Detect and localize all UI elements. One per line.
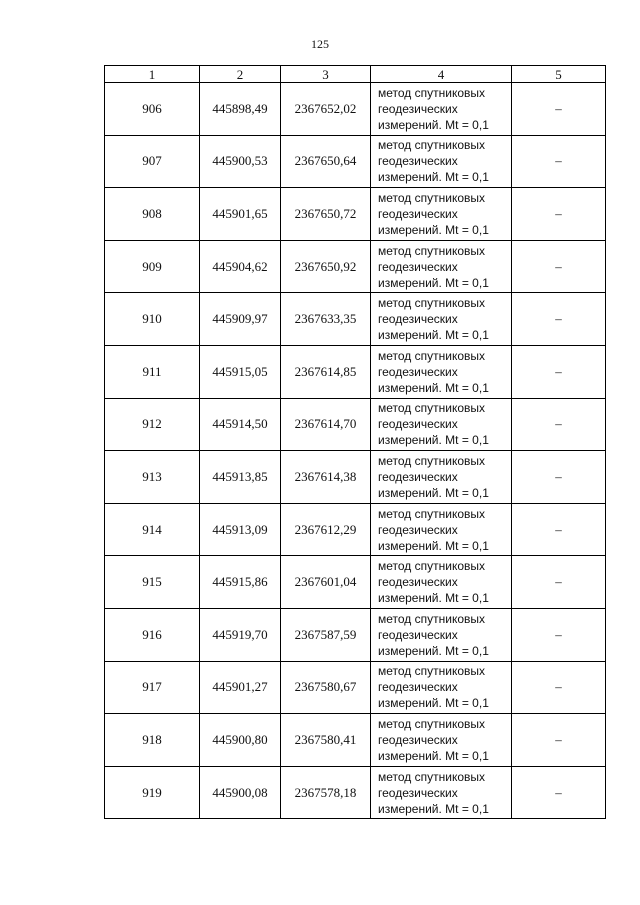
note-cell: – (512, 503, 606, 556)
method-line: измерений. Mt = 0,1 (378, 643, 489, 658)
note-cell: – (512, 451, 606, 504)
note-cell: – (512, 345, 606, 398)
note-cell: – (512, 556, 606, 609)
method-cell (371, 135, 512, 188)
method-line: измерений. Mt = 0,1 (378, 170, 489, 185)
method-cell (371, 503, 512, 556)
x-coordinate-cell: 445915,05 (200, 345, 281, 398)
table-body (105, 83, 606, 819)
method-cell (371, 661, 512, 714)
table-row (105, 345, 606, 398)
x-coordinate-cell: 445901,27 (200, 661, 281, 714)
table-row (105, 766, 606, 819)
y-coordinate-cell: 2367587,59 (281, 608, 371, 661)
x-coordinate-cell: 445898,49 (200, 83, 281, 136)
table-row (105, 503, 606, 556)
method-line: геодезических (378, 575, 458, 590)
column-header-5: 5 (512, 66, 606, 83)
note-cell: – (512, 714, 606, 767)
point-number-cell: 907 (105, 135, 200, 188)
y-coordinate-cell: 2367652,02 (281, 83, 371, 136)
method-line: метод спутниковых (378, 401, 486, 416)
y-coordinate-cell: 2367580,41 (281, 714, 371, 767)
y-coordinate-cell: 2367612,29 (281, 503, 371, 556)
point-number-cell: 918 (105, 714, 200, 767)
table-row (105, 451, 606, 504)
method-line: измерений. Mt = 0,1 (378, 485, 489, 500)
method-line: геодезических (378, 469, 458, 484)
method-line: измерений. Mt = 0,1 (378, 275, 489, 290)
method-line: геодезических (378, 417, 458, 432)
method-line: метод спутниковых (378, 348, 486, 363)
method-cell (371, 345, 512, 398)
method-line: геодезических (378, 259, 458, 274)
method-line: метод спутниковых (378, 559, 486, 574)
method-cell (371, 766, 512, 819)
method-line: метод спутниковых (378, 506, 486, 521)
x-coordinate-cell: 445909,97 (200, 293, 281, 346)
point-number-cell: 910 (105, 293, 200, 346)
y-coordinate-cell: 2367580,67 (281, 661, 371, 714)
y-coordinate-cell: 2367578,18 (281, 766, 371, 819)
method-line: измерений. Mt = 0,1 (378, 591, 489, 606)
column-header-1: 1 (105, 66, 200, 83)
header-row (105, 66, 606, 83)
method-line: метод спутниковых (378, 296, 486, 311)
point-number-cell: 909 (105, 240, 200, 293)
x-coordinate-cell: 445900,08 (200, 766, 281, 819)
y-coordinate-cell: 2367650,92 (281, 240, 371, 293)
x-coordinate-cell: 445914,50 (200, 398, 281, 451)
y-coordinate-cell: 2367614,85 (281, 345, 371, 398)
note-cell: – (512, 608, 606, 661)
note-cell: – (512, 398, 606, 451)
note-cell: – (512, 766, 606, 819)
note-cell: – (512, 83, 606, 136)
column-header-3: 3 (281, 66, 371, 83)
method-cell (371, 293, 512, 346)
point-number-cell: 914 (105, 503, 200, 556)
method-line: геодезических (378, 785, 458, 800)
method-line: измерений. Mt = 0,1 (378, 801, 489, 816)
column-header-4: 4 (371, 66, 512, 83)
method-line: метод спутниковых (378, 190, 486, 205)
table-row (105, 661, 606, 714)
table-header (105, 66, 606, 83)
point-number-cell: 913 (105, 451, 200, 504)
method-line: метод спутниковых (378, 611, 486, 626)
x-coordinate-cell: 445913,85 (200, 451, 281, 504)
method-line: геодезических (378, 154, 458, 169)
point-number-cell: 919 (105, 766, 200, 819)
y-coordinate-cell: 2367601,04 (281, 556, 371, 609)
method-line: измерений. Mt = 0,1 (378, 538, 489, 553)
y-coordinate-cell: 2367650,72 (281, 188, 371, 241)
method-line: геодезических (378, 732, 458, 747)
method-cell (371, 240, 512, 293)
note-cell: – (512, 240, 606, 293)
point-number-cell: 911 (105, 345, 200, 398)
method-cell (371, 398, 512, 451)
page-number: 125 (311, 37, 329, 51)
method-line: измерений. Mt = 0,1 (378, 222, 489, 237)
note-cell: – (512, 135, 606, 188)
point-number-cell: 917 (105, 661, 200, 714)
table-row (105, 83, 606, 136)
y-coordinate-cell: 2367650,64 (281, 135, 371, 188)
method-line: измерений. Mt = 0,1 (378, 380, 489, 395)
method-line: метод спутниковых (378, 769, 486, 784)
point-number-cell: 915 (105, 556, 200, 609)
method-line: геодезических (378, 522, 458, 537)
table-row (105, 293, 606, 346)
method-cell (371, 83, 512, 136)
method-line: метод спутниковых (378, 716, 486, 731)
method-line: измерений. Mt = 0,1 (378, 696, 489, 711)
x-coordinate-cell: 445919,70 (200, 608, 281, 661)
coordinates-table (104, 65, 606, 819)
method-line: измерений. Mt = 0,1 (378, 748, 489, 763)
method-line: метод спутниковых (378, 453, 486, 468)
method-line: метод спутниковых (378, 85, 486, 100)
point-number-cell: 906 (105, 83, 200, 136)
table-row (105, 608, 606, 661)
method-line: геодезических (378, 206, 458, 221)
table-row (105, 714, 606, 767)
y-coordinate-cell: 2367614,70 (281, 398, 371, 451)
method-cell (371, 556, 512, 609)
x-coordinate-cell: 445904,62 (200, 240, 281, 293)
y-coordinate-cell: 2367614,38 (281, 451, 371, 504)
y-coordinate-cell: 2367633,35 (281, 293, 371, 346)
table-row (105, 556, 606, 609)
column-header-2: 2 (200, 66, 281, 83)
method-cell (371, 188, 512, 241)
table-row (105, 398, 606, 451)
x-coordinate-cell: 445900,53 (200, 135, 281, 188)
table-row (105, 135, 606, 188)
method-line: метод спутниковых (378, 243, 486, 258)
note-cell: – (512, 293, 606, 346)
method-line: метод спутниковых (378, 664, 486, 679)
method-line: геодезических (378, 680, 458, 695)
method-cell (371, 714, 512, 767)
method-line: метод спутниковых (378, 138, 486, 153)
point-number-cell: 908 (105, 188, 200, 241)
x-coordinate-cell: 445900,80 (200, 714, 281, 767)
method-line: измерений. Mt = 0,1 (378, 328, 489, 343)
method-line: геодезических (378, 101, 458, 116)
method-line: геодезических (378, 364, 458, 379)
method-line: измерений. Mt = 0,1 (378, 117, 489, 132)
note-cell: – (512, 188, 606, 241)
table-row (105, 240, 606, 293)
note-cell: – (512, 661, 606, 714)
method-line: измерений. Mt = 0,1 (378, 433, 489, 448)
point-number-cell: 916 (105, 608, 200, 661)
x-coordinate-cell: 445915,86 (200, 556, 281, 609)
method-line: геодезических (378, 312, 458, 327)
point-number-cell: 912 (105, 398, 200, 451)
method-cell (371, 451, 512, 504)
x-coordinate-cell: 445901,65 (200, 188, 281, 241)
method-line: геодезических (378, 627, 458, 642)
x-coordinate-cell: 445913,09 (200, 503, 281, 556)
method-cell (371, 608, 512, 661)
table-row (105, 188, 606, 241)
